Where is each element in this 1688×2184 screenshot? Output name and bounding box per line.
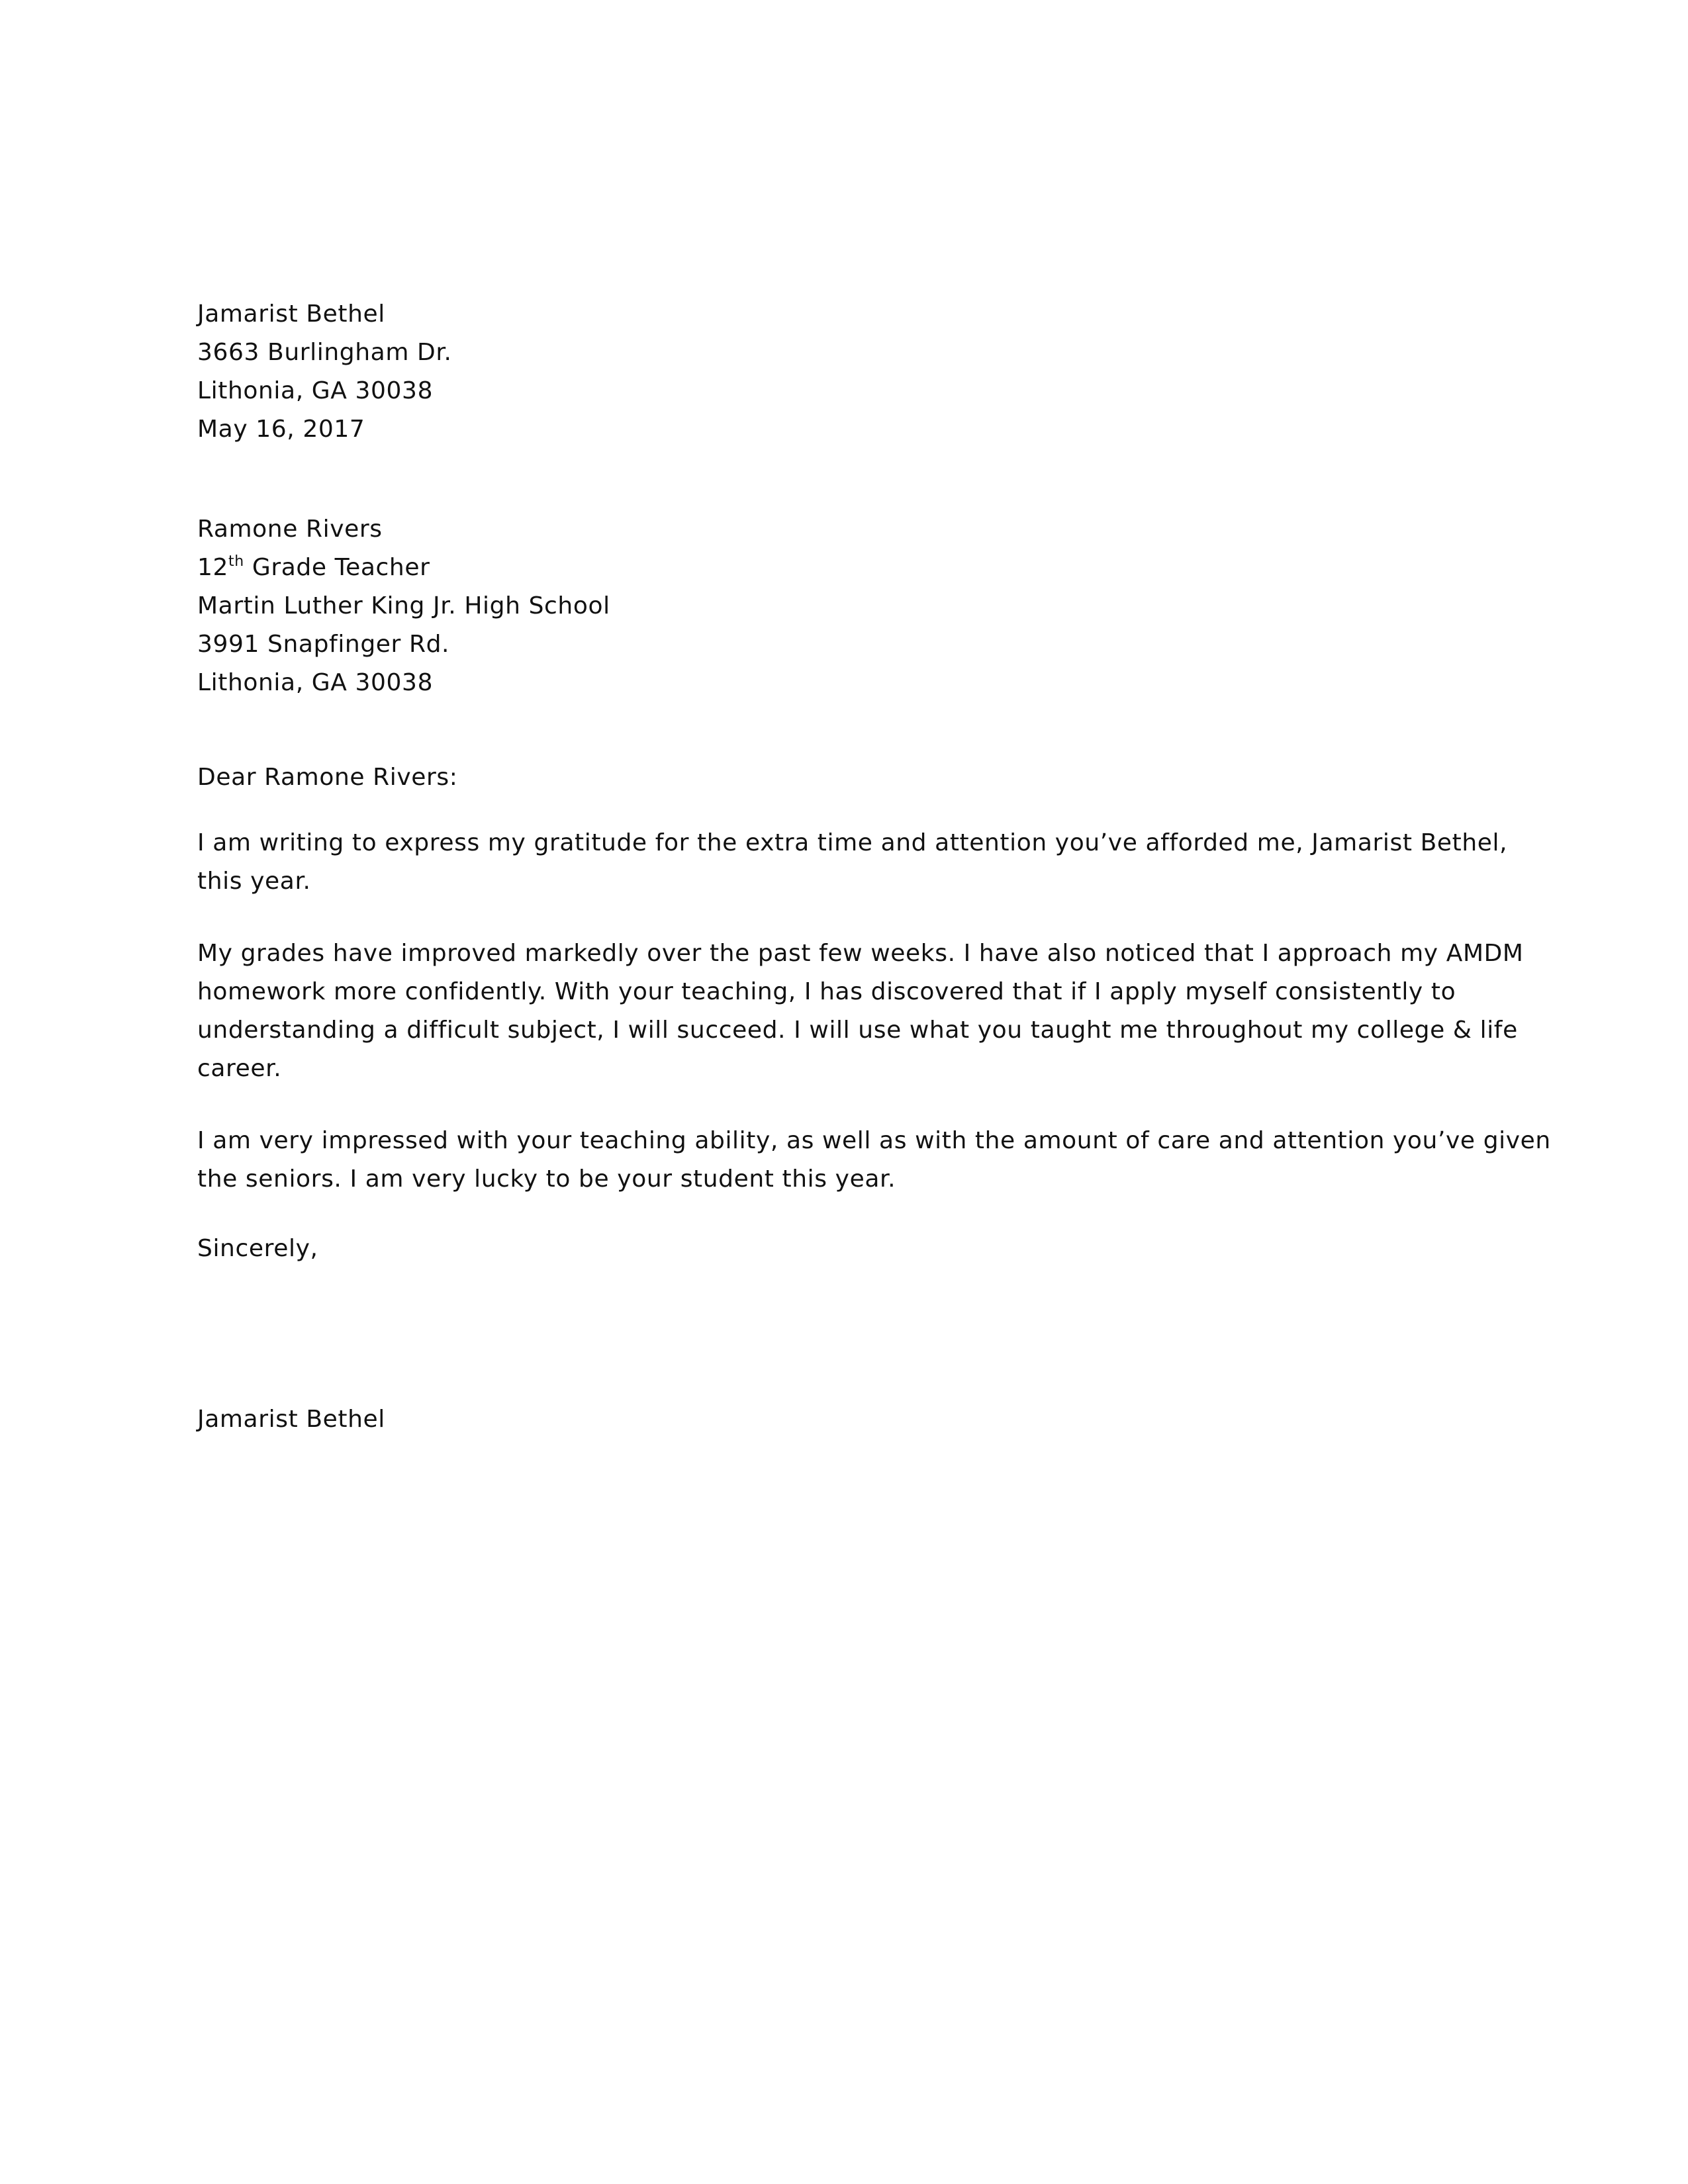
recipient-address-block bbox=[197, 510, 1495, 702]
recipient-title-rest: Grade Teacher bbox=[244, 554, 430, 581]
paragraph-line: the seniors. I am very lucky to be your student this year. bbox=[197, 1165, 896, 1193]
paragraph-line: My grades have improved markedly over the past few weeks. I have also noticed that I approach my AMDM bbox=[197, 940, 1524, 967]
closing: Sincerely, bbox=[197, 1235, 318, 1262]
body-paragraph-3 bbox=[197, 1122, 1551, 1199]
sender-address-block bbox=[197, 295, 1495, 449]
recipient-school: Martin Luther King Jr. High School bbox=[197, 592, 610, 619]
paragraph-line: career. bbox=[197, 1055, 282, 1082]
sender-city-state-zip: Lithonia, GA 30038 bbox=[197, 377, 434, 404]
signature-name: Jamarist Bethel bbox=[197, 1406, 385, 1433]
signature-block bbox=[197, 1400, 1495, 1439]
sender-name: Jamarist Bethel bbox=[197, 300, 385, 328]
salutation: Dear Ramone Rivers: bbox=[197, 764, 458, 791]
recipient-title bbox=[197, 549, 1495, 587]
paragraph-line: homework more confidently. With your teaching, I has discovered that if I apply myself consistently to bbox=[197, 978, 1456, 1005]
closing-block bbox=[197, 1230, 1495, 1268]
recipient-city-state-zip: Lithonia, GA 30038 bbox=[197, 669, 434, 696]
paragraph-line: I am writing to express my gratitude for the extra time and attention you’ve afforded me, Jamarist Bethel, bbox=[197, 829, 1508, 856]
paragraph-line: I am very impressed with your teaching ability, as well as with the amount of care and attention you’ve given bbox=[197, 1127, 1551, 1154]
recipient-street: 3991 Snapfinger Rd. bbox=[197, 631, 450, 658]
recipient-title-suffix: th bbox=[228, 553, 244, 570]
body-paragraph-1 bbox=[197, 824, 1508, 901]
recipient-title-number: 12 bbox=[197, 554, 229, 581]
paragraph-line: this year. bbox=[197, 868, 311, 895]
sender-street: 3663 Burlingham Dr. bbox=[197, 339, 452, 366]
salutation-block bbox=[197, 758, 1495, 797]
letter-date: May 16, 2017 bbox=[197, 416, 365, 443]
paragraph-line: understanding a difficult subject, I will succeed. I will use what you taught me throughout my college & life bbox=[197, 1017, 1518, 1044]
recipient-name: Ramone Rivers bbox=[197, 516, 383, 543]
body-paragraph-2 bbox=[197, 934, 1524, 1088]
